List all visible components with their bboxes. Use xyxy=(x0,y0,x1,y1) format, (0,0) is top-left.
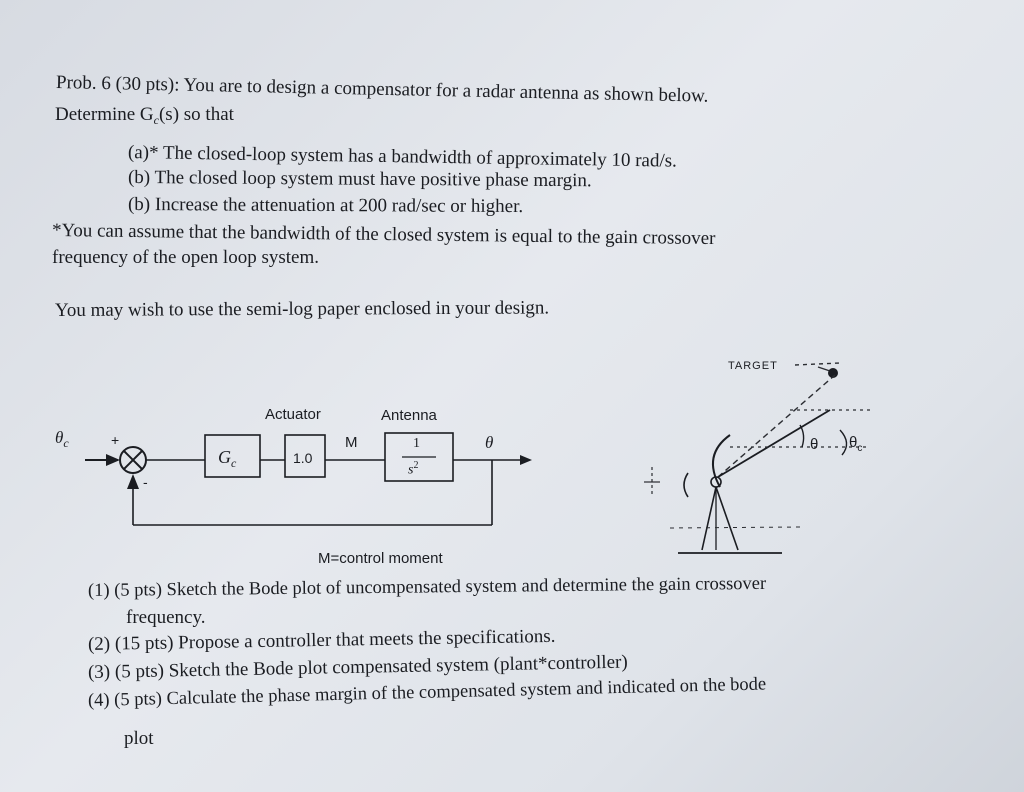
tf-denominator xyxy=(408,460,418,479)
target-label: TARGET xyxy=(728,360,778,372)
input-arrowhead xyxy=(106,454,120,466)
spec-a: (a)* The closed-loop system has a bandwidth of approximately 10 rad/s. xyxy=(127,142,678,172)
question-2: (2) (15 pts) Propose a controller that meets the specifications. xyxy=(87,625,556,655)
tf-power: 2 xyxy=(413,460,419,471)
input-theta: θ xyxy=(55,428,64,447)
dish-icon xyxy=(713,435,730,487)
target-pointer xyxy=(818,367,830,371)
antenna-sketch xyxy=(630,355,890,565)
theta-label: θ xyxy=(810,436,819,453)
theta-c-symbol: θ xyxy=(849,434,858,451)
minus-sign: - xyxy=(143,474,148,490)
determine-line xyxy=(55,104,234,131)
moment-label: M xyxy=(345,434,358,451)
output-label: θ xyxy=(485,433,494,452)
output-arrowhead xyxy=(520,455,532,465)
diagram-caption: M=control moment xyxy=(318,550,443,567)
note-line-1: *You can assume that the bandwidth of the closed system is equal to the gain crossover xyxy=(51,220,716,250)
actuator-gain: 1.0 xyxy=(293,450,313,466)
mount-leg-left xyxy=(702,487,716,550)
feedback-arrowhead xyxy=(127,474,139,489)
controller-label xyxy=(218,447,236,471)
question-1-line-1: (1) (5 pts) Sketch the Bode plot of uncompensated system and determine the gain crossover xyxy=(87,573,767,601)
question-3: (3) (5 pts) Sketch the Bode plot compensated system (plant*controller) xyxy=(87,651,628,683)
question-4-line-1: (4) (5 pts) Calculate the phase margin of the compensated system and indicated on the bode xyxy=(87,674,767,711)
controller-sub: c xyxy=(231,456,237,470)
line-of-sight xyxy=(718,375,835,477)
question-1-line-2: frequency. xyxy=(126,607,206,628)
tf-numerator: 1 xyxy=(413,436,420,451)
determine-suffix: (s) so that xyxy=(158,104,234,125)
tf-s: s xyxy=(408,462,414,478)
question-4-line-2: plot xyxy=(124,728,154,749)
rotation-arrow-icon xyxy=(684,473,688,497)
input-label xyxy=(55,428,69,451)
mount-leg-right xyxy=(716,487,738,550)
spec-c: (b) Increase the attenuation at 200 rad/sec or higher. xyxy=(127,194,524,218)
controller-g: G xyxy=(218,447,231,467)
spec-b: (b) The closed loop system must have positive phase margin. xyxy=(127,167,592,192)
ground-dashes xyxy=(670,527,800,528)
semilog-instruction: You may wish to use the semi-log paper enclosed in your design. xyxy=(54,297,550,321)
input-theta-sub: c xyxy=(63,436,69,450)
problem-heading: Prob. 6 (30 pts): You are to design a compensator for a radar antenna as shown below. xyxy=(55,72,709,107)
note-line-2: frequency of the open loop system. xyxy=(52,247,319,268)
theta-c-arc xyxy=(840,430,847,455)
target-dashes xyxy=(795,363,840,365)
plus-sign: + xyxy=(111,432,120,448)
determine-prefix: Determine G xyxy=(55,104,154,125)
theta-c-sub: c xyxy=(857,443,863,454)
determine-subscript: c xyxy=(153,113,159,127)
actuator-label: Actuator xyxy=(265,406,321,423)
antenna-label: Antenna xyxy=(381,407,437,424)
theta-c-label xyxy=(849,434,862,454)
